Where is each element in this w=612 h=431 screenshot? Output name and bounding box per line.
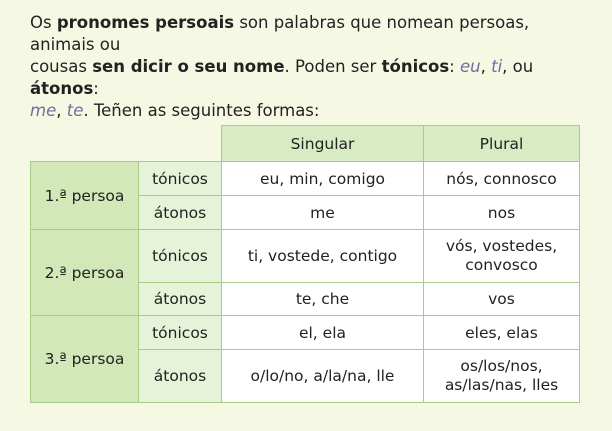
empty-corner (31, 126, 222, 162)
intro-text: : (93, 79, 99, 98)
singular-cell: eu, min, comigo (222, 162, 424, 196)
example-eu: eu (459, 57, 481, 76)
type-label: átonos (139, 196, 222, 230)
plural-line: convosco (465, 256, 538, 274)
plural-cell (424, 230, 580, 283)
plural-line: vós, vostedes, (445, 237, 558, 255)
table-row (31, 162, 580, 196)
pronouns-table (30, 125, 580, 403)
type-label: átonos (139, 283, 222, 316)
type-label: átonos (139, 350, 222, 403)
term-pronomes-persoais: pronomes persoais (56, 13, 235, 32)
example-ti: ti (491, 57, 503, 76)
intro-text: , (56, 101, 67, 120)
table-row (31, 230, 580, 283)
intro-text: , (480, 57, 492, 76)
type-label: tónicos (139, 230, 222, 283)
term-atonos: átonos (30, 79, 94, 98)
header-plural: Plural (424, 126, 580, 162)
person-label: 3.ª persoa (31, 316, 139, 403)
table-row (31, 316, 580, 350)
term-sen-dicir: sen dicir o seu nome (92, 57, 285, 76)
intro-text: Os (30, 13, 57, 32)
intro-text: . Teñen as seguintes formas: (83, 101, 320, 120)
singular-cell: te, che (222, 283, 424, 316)
header-singular: Singular (222, 126, 424, 162)
intro-text: . Poden ser (284, 57, 382, 76)
intro-text: cousas (30, 57, 93, 76)
singular-cell: o/lo/no, a/la/na, lle (222, 350, 424, 403)
singular-cell: el, ela (222, 316, 424, 350)
plural-cell: vos (424, 283, 580, 316)
plural-cell: eles, elas (424, 316, 580, 350)
type-label: tónicos (139, 316, 222, 350)
intro-paragraph (30, 12, 590, 122)
singular-cell: ti, vostede, contigo (222, 230, 424, 283)
intro-text: , ou (502, 57, 534, 76)
intro-text: : (449, 57, 460, 76)
person-label: 2.ª persoa (31, 230, 139, 316)
person-label: 1.ª persoa (31, 162, 139, 230)
intro-text: son palabras que nomean persoas, animais ou (30, 13, 530, 54)
plural-cell: nós, connosco (424, 162, 580, 196)
plural-cell: nos (424, 196, 580, 230)
plural-line: as/las/nas, lles (444, 376, 559, 394)
singular-cell: me (222, 196, 424, 230)
table-header-row (31, 126, 580, 162)
example-me: me (30, 101, 57, 120)
plural-cell (424, 350, 580, 403)
plural-line: os/los/nos, (460, 357, 543, 375)
term-tonicos: tónicos (381, 57, 450, 76)
type-label: tónicos (139, 162, 222, 196)
example-te: te (66, 101, 84, 120)
